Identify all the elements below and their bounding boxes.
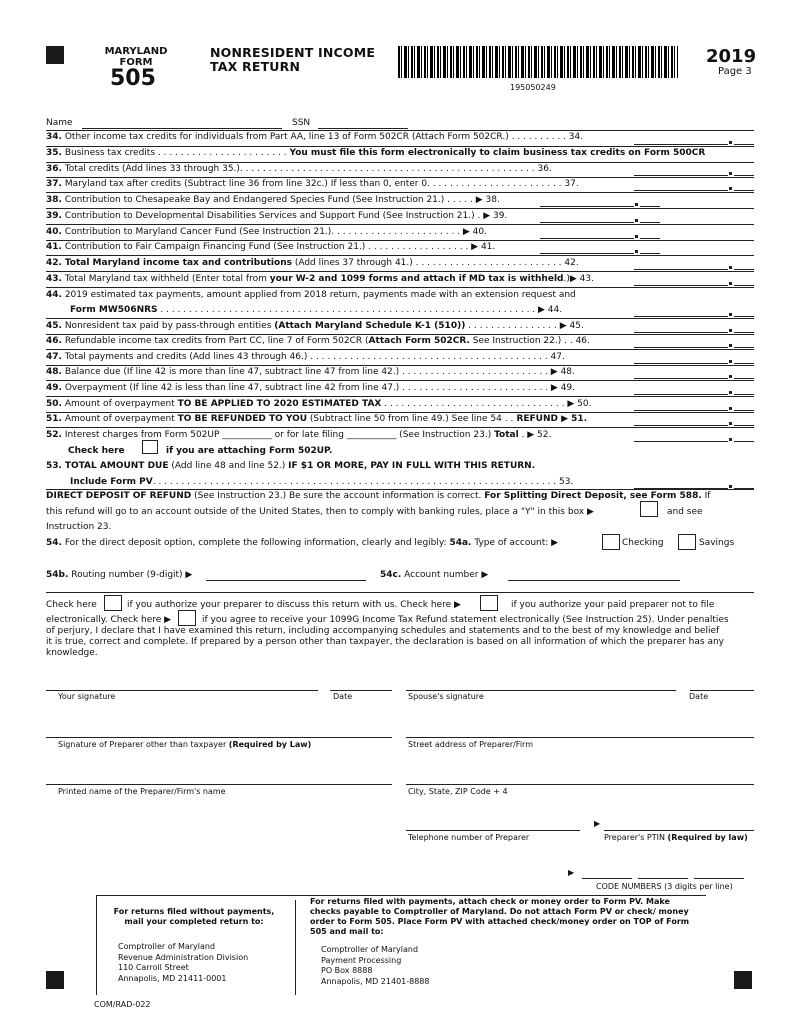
- perjury-line-1: of perjury, I declare that I have examined this return, including accompanying schedules and statements and to the best of my knowledge and belief: [46, 626, 720, 636]
- line-36: 36. Total credits (Add lines 33 through 35.). . . . . . . . . . . . . . . . . . . . . . . . . . . . . . . . . . . . . . . . . . . . . . . . . . . . 36.: [46, 164, 552, 174]
- line-41-amount[interactable]: [540, 253, 634, 254]
- decimal-point: [729, 141, 732, 144]
- address-line: Comptroller of Maryland: [118, 942, 216, 951]
- code-number-3[interactable]: [694, 878, 744, 879]
- your-signature-label: Your signature: [58, 692, 116, 701]
- telephone-label: Telephone number of Preparer: [408, 833, 530, 842]
- line-44-cents[interactable]: [734, 316, 754, 317]
- check-here-tail: if you are attaching Form 502UP.: [166, 446, 333, 456]
- line-40: 40. Contribution to Maryland Cancer Fund (See Instruction 21.). . . . . . . . . . . . . . . . . . . . . . . ▶ 40.: [46, 227, 487, 237]
- line-53: 53. TOTAL AMOUNT DUE (Add line 48 and line 52.) IF $1 OR MORE, PAY IN FULL WITH THIS RETURN.: [46, 461, 536, 471]
- account-number-field[interactable]: [508, 580, 680, 581]
- street-address-label: Street address of Preparer/Firm: [408, 740, 533, 749]
- line-53-cont: Include Form PV. . . . . . . . . . . . . . . . . . . . . . . . . . . . . . . . . . . . . . . . . . . . . . . . . . . . . . . . . . . . . . . . . . . . . . . 53.: [70, 477, 574, 487]
- divider: [46, 224, 754, 225]
- form-title-2: TAX RETURN: [210, 59, 301, 74]
- arrow-icon: ▶: [594, 819, 601, 828]
- divider: [46, 396, 754, 397]
- line-49-cents[interactable]: [734, 394, 754, 395]
- line-49-amount[interactable]: [634, 394, 728, 395]
- telephone-line[interactable]: [406, 830, 580, 831]
- page-number: Page 3: [718, 66, 752, 77]
- line-46: 46. Refundable income tax credits from Part CC, line 7 of Form 502CR (Attach Form 502CR. See Instruction 22.) . . 46.: [46, 336, 590, 346]
- line-52: 52. Interest charges from Form 502UP ___________ or for late filing ___________ (See Instruction 23.) Total . ▶ 52.: [46, 430, 552, 440]
- address-line: Revenue Administration Division: [118, 952, 249, 962]
- line-40-amount[interactable]: [540, 238, 634, 239]
- mail-with-payment-title: For returns filed with payments, attach check or money order to Form PV. Make checks payable to Comptroller of Maryland. Do not attach Form PV or check/ money order to Form 505. Place Form PV with attached check/money order on TOP of Form 505 and mail to:: [310, 897, 690, 936]
- decimal-point: [635, 203, 638, 206]
- foreign-account-box[interactable]: [640, 501, 658, 517]
- perjury-line-2: it is true, correct and complete. If prepared by a person other than taxpayer, the declaration is based on all information of which the preparer has any: [46, 637, 724, 647]
- line-48: 48. Balance due (If line 42 is more than line 47, subtract line 47 from line 42.) . . . . . . . . . . . . . . . . . . . . . . . . . . ▶ 48.: [46, 367, 575, 377]
- routing-number-field[interactable]: [206, 580, 366, 581]
- form-word: FORM: [119, 57, 153, 68]
- form-title-1: NONRESIDENT INCOME: [210, 45, 376, 60]
- line-37: 37. Maryland tax after credits (Subtract line 36 from line 32c.) If less than 0, enter 0. . . . . . . . . . . . . . . . . . . . . . . . 37.: [46, 179, 579, 189]
- line-43-cents[interactable]: [734, 285, 754, 286]
- decimal-point: [729, 329, 732, 332]
- address-line: Payment Processing: [321, 955, 402, 965]
- city-state-zip-line[interactable]: [406, 784, 754, 785]
- line-50: 50. Amount of overpayment TO BE APPLIED TO 2020 ESTIMATED TAX . . . . . . . . . . . . . . . . . . . . . . . . . . . . . . . . ▶ 50.: [46, 399, 592, 409]
- barcode-number: 195050249: [510, 83, 556, 92]
- divider: [46, 365, 754, 366]
- no-efile-checkbox[interactable]: [480, 595, 498, 611]
- divider: [46, 489, 754, 490]
- divider: [46, 255, 754, 256]
- street-address-line[interactable]: [406, 737, 754, 738]
- line-49: 49. Overpayment (If line 42 is less than line 47, subtract line 42 from line 47.) . . . . . . . . . . . . . . . . . . . . . . . . . . ▶ 49.: [46, 383, 576, 393]
- direct-deposit-line-3: Instruction 23.: [46, 522, 112, 532]
- registration-mark-top-left: [46, 46, 64, 64]
- your-signature-line[interactable]: [46, 690, 318, 691]
- line-48-cents[interactable]: [734, 378, 754, 379]
- date-line-1[interactable]: [330, 690, 392, 691]
- line-35: 35. Business tax credits . . . . . . . . . . . . . . . . . . . . . . . You must file this form electronically to claim business tax credits on Form 500CR: [46, 148, 706, 158]
- line-41-cents[interactable]: [640, 253, 660, 254]
- direct-deposit-line-1: DIRECT DEPOSIT OF REFUND (See Instruction 23.) Be sure the account information is correct. For Splitting Direct Deposit, see Form 588. If: [46, 491, 711, 501]
- perjury-line-3: knowledge.: [46, 648, 98, 658]
- line-42-cents[interactable]: [734, 269, 754, 270]
- decimal-point: [729, 375, 732, 378]
- decimal-point: [729, 422, 732, 425]
- registration-mark-bottom-left: [46, 971, 64, 989]
- authorize-line-2-text: if you agree to receive your 1099G Income Tax Refund statement electronically (See Instruction 25). Under penalties: [202, 615, 729, 625]
- date-label-2: Date: [689, 692, 709, 701]
- divider: [46, 427, 754, 428]
- ptin-label: Preparer's PTIN (Required by law): [604, 833, 748, 842]
- line-46-cents[interactable]: [734, 347, 754, 348]
- line-34-cents[interactable]: [734, 144, 754, 145]
- decimal-point: [729, 313, 732, 316]
- line-45: 45. Nonresident tax paid by pass-through entities (Attach Maryland Schedule K-1 (510)) . . . . . . . . . . . . . . . . ▶ 45.: [46, 321, 584, 331]
- ssn-label: SSN: [292, 118, 311, 128]
- divider: [46, 240, 754, 241]
- line-40-cents[interactable]: [640, 238, 660, 239]
- tax-year: 2019: [706, 46, 757, 67]
- authorize-discuss-checkbox[interactable]: [104, 595, 122, 611]
- authorize-line-1-text: if you authorize your preparer to discuss this return with us. Check here ▶: [127, 600, 461, 610]
- checking-label: Checking: [622, 538, 664, 548]
- authorize-line-2: electronically. Check here ▶: [46, 615, 172, 625]
- decimal-point: [729, 391, 732, 394]
- divider: [46, 592, 754, 593]
- name-label: Name: [46, 118, 73, 128]
- line-34-amount[interactable]: [634, 144, 728, 145]
- footer-code: COM/RAD-022: [94, 1000, 151, 1009]
- address-line: PO Box 8888: [321, 966, 373, 975]
- direct-deposit-line-2-tail: and see: [667, 507, 703, 517]
- name-field[interactable]: [82, 128, 282, 129]
- divider: [46, 412, 754, 413]
- divider: [46, 146, 754, 147]
- barcode: [398, 46, 678, 78]
- decimal-point: [729, 172, 732, 175]
- line-45-cents[interactable]: [734, 332, 754, 333]
- mail-with-payment-address: [321, 945, 430, 987]
- line-37-amount[interactable]: [634, 190, 728, 191]
- line-44: 44. 2019 estimated tax payments, amount applied from 2018 return, payments made with an extension request and: [46, 290, 576, 300]
- date-line-2[interactable]: [690, 690, 754, 691]
- divider: [46, 349, 754, 350]
- decimal-point: [729, 266, 732, 269]
- line-50-amount[interactable]: [634, 410, 728, 411]
- line-39: 39. Contribution to Developmental Disabilities Services and Support Fund (See Instruction 21.) . ▶ 39.: [46, 211, 508, 221]
- check-here-label: Check here: [68, 446, 125, 456]
- decimal-point: [635, 250, 638, 253]
- divider: [46, 287, 754, 288]
- city-state-zip-label: City, State, ZIP Code + 4: [408, 787, 508, 796]
- registration-mark-bottom-right: [734, 971, 752, 989]
- line-54b: 54b. Routing number (9-digit) ▶: [46, 570, 193, 580]
- code-number-1[interactable]: [582, 878, 632, 879]
- line-43-amount[interactable]: [634, 285, 728, 286]
- line-54: 54. For the direct deposit option, complete the following information, clearly and legibly: 54a. Type of account: ▶: [46, 538, 559, 548]
- decimal-point: [729, 187, 732, 190]
- printed-name-line[interactable]: [46, 784, 392, 785]
- code-number-2[interactable]: [638, 878, 688, 879]
- electronic-1099g-checkbox[interactable]: [178, 610, 196, 626]
- decimal-point: [635, 235, 638, 238]
- line-36-cents[interactable]: [734, 175, 754, 176]
- arrow-icon: ▶: [568, 868, 575, 877]
- mailing-divider: [295, 900, 296, 995]
- divider: [46, 334, 754, 335]
- decimal-point: [635, 219, 638, 222]
- address-line: Annapolis, MD 21411-0001: [118, 973, 227, 983]
- spouse-signature-line[interactable]: [406, 690, 676, 691]
- line-43: 43. Total Maryland tax withheld (Enter total from your W-2 and 1099 forms and attach if MD tax is withheld.)▶ 43.: [46, 274, 594, 284]
- line-51-amount[interactable]: [634, 425, 728, 426]
- decimal-point: [729, 485, 732, 488]
- ptin-line[interactable]: [604, 830, 754, 831]
- preparer-signature-label: Signature of Preparer other than taxpayer (Required by Law): [58, 740, 312, 749]
- decimal-point: [729, 438, 732, 441]
- spouse-signature-label: Spouse's signature: [408, 692, 484, 701]
- line-42: 42. Total Maryland income tax and contributions (Add lines 37 through 41.) . . . . . . . . . . . . . . . . . . . . . . . . . . 42.: [46, 258, 579, 268]
- line-48-amount[interactable]: [634, 378, 728, 379]
- line-45-amount[interactable]: [634, 332, 728, 333]
- divider: [46, 130, 754, 131]
- form-number: 505: [110, 66, 156, 91]
- line-47-amount[interactable]: [634, 363, 728, 364]
- date-label-1: Date: [333, 692, 353, 701]
- line-42-amount[interactable]: [634, 269, 728, 270]
- authorize-line-1-tail: if you authorize your paid preparer not to file: [511, 600, 715, 610]
- divider: [46, 192, 754, 193]
- authorize-line-1: Check here: [46, 600, 97, 610]
- code-numbers-label: CODE NUMBERS (3 digits per line): [596, 882, 733, 891]
- line-44-cont: Form MW506NRS . . . . . . . . . . . . . . . . . . . . . . . . . . . . . . . . . . . . . . . . . . . . . . . . . . . . . . . . . . . . . . . . . . ▶ 44.: [70, 305, 563, 315]
- line-39-amount[interactable]: [540, 222, 634, 223]
- line-52-cents[interactable]: [734, 441, 754, 442]
- divider: [46, 177, 754, 178]
- savings-label: Savings: [699, 538, 735, 548]
- divider: [46, 208, 754, 209]
- line-38: 38. Contribution to Chesapeake Bay and Endangered Species Fund (See Instruction 21.) . . . . . ▶ 38.: [46, 195, 500, 205]
- direct-deposit-line-2: this refund will go to an account outside of the United States, then to comply with banking rules, place a "Y" in this box ▶: [46, 507, 594, 517]
- printed-name-label: Printed name of the Preparer/Firm's name: [58, 787, 226, 796]
- decimal-point: [729, 344, 732, 347]
- mail-without-payment-address: [118, 942, 248, 984]
- line-34: 34. Other income tax credits for individuals from Part AA, line 13 of Form 502CR (Attach Form 502CR.) . . . . . . . . . . 34.: [46, 132, 584, 142]
- line-47-cents[interactable]: [734, 363, 754, 364]
- divider: [46, 271, 754, 272]
- line-51-cents[interactable]: [734, 425, 754, 426]
- line-39-cents[interactable]: [640, 222, 660, 223]
- checking-checkbox[interactable]: [602, 534, 620, 550]
- line-54c: 54c. Account number ▶: [380, 570, 489, 580]
- line-38-cents[interactable]: [640, 206, 660, 207]
- address-line: Comptroller of Maryland: [321, 945, 419, 954]
- line-36-amount[interactable]: [634, 175, 728, 176]
- line-52-amount[interactable]: [634, 441, 728, 442]
- mail-without-payment-title: For returns filed without payments, mail your completed return to:: [113, 907, 275, 926]
- divider: [46, 318, 754, 319]
- line-46-amount[interactable]: [634, 347, 728, 348]
- divider: [46, 162, 754, 163]
- line-37-cents[interactable]: [734, 190, 754, 191]
- line-41: 41. Contribution to Fair Campaign Financing Fund (See Instruction 21.) . . . . . . . . . . . . . . . . . . ▶ 41.: [46, 242, 496, 252]
- line-51: 51. Amount of overpayment TO BE REFUNDED TO YOU (Subtract line 50 from line 49.) See line 54 . . REFUND ▶ 51.: [46, 414, 588, 424]
- address-line: Annapolis, MD 21401-8888: [321, 976, 430, 986]
- state-label: MARYLAND: [104, 46, 168, 57]
- ssn-field[interactable]: [318, 128, 408, 129]
- decimal-point: [729, 360, 732, 363]
- line-50-cents[interactable]: [734, 410, 754, 411]
- address-line: 110 Carroll Street: [118, 963, 189, 972]
- savings-checkbox[interactable]: [678, 534, 696, 550]
- line-44-amount[interactable]: [634, 316, 728, 317]
- line-38-amount[interactable]: [540, 206, 634, 207]
- preparer-signature-line[interactable]: [46, 737, 392, 738]
- divider: [46, 380, 754, 381]
- form-502up-checkbox[interactable]: [142, 440, 158, 454]
- line-47: 47. Total payments and credits (Add lines 43 through 46.) . . . . . . . . . . . . . . . . . . . . . . . . . . . . . . . . . . . . . . . . . . 47.: [46, 352, 565, 362]
- decimal-point: [729, 282, 732, 285]
- decimal-point: [729, 407, 732, 410]
